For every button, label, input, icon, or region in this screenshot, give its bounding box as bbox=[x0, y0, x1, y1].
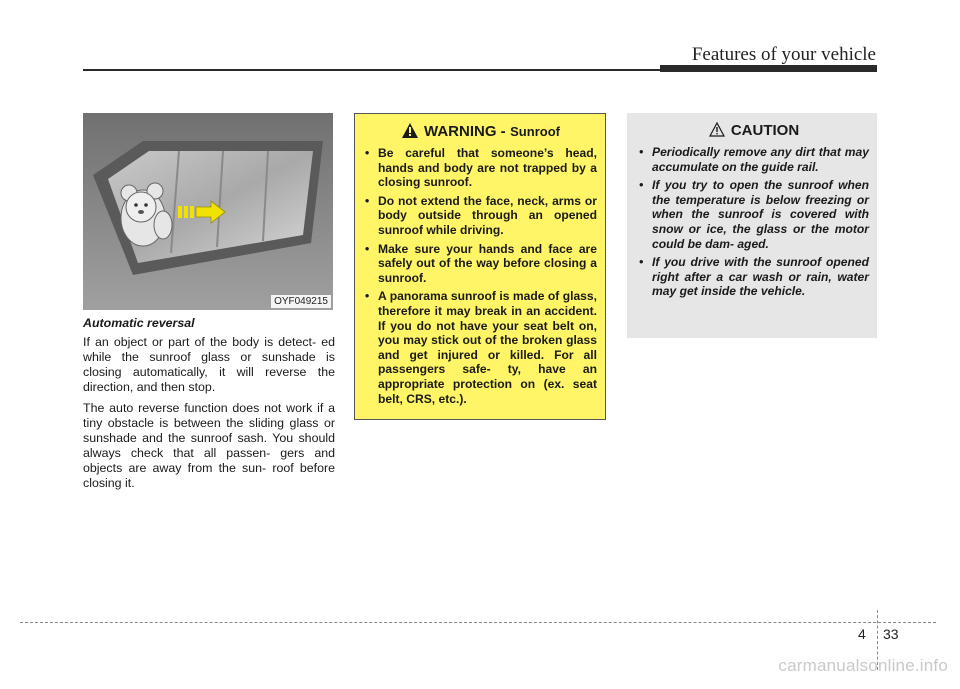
caution-box bbox=[627, 113, 877, 338]
chapter-number: 4 bbox=[858, 626, 866, 642]
figure-code: OYF049215 bbox=[271, 295, 331, 308]
subheading-automatic-reversal: Automatic reversal bbox=[83, 316, 195, 330]
header-rule-thin bbox=[83, 69, 660, 71]
sunroof-illustration bbox=[83, 113, 333, 310]
warning-box bbox=[354, 113, 606, 420]
footer-divider bbox=[20, 622, 936, 623]
paragraph-2: The auto reverse function does not work if a tiny obstacle is between the sliding glass or sunshade and the sunroof sash. You should always check that all passen- gers and objects are away from the sun- roof before closing it. bbox=[83, 401, 335, 490]
caution-triangle-icon bbox=[709, 122, 725, 137]
caution-title: CAUTION bbox=[639, 122, 869, 140]
section-title: Features of your vehicle bbox=[691, 44, 876, 65]
caution-item: • If you try to open the sunroof when the temperature is below freezing or when the sunroof is covered with snow or ice, the glass or the motor could be dam- aged. bbox=[639, 178, 869, 251]
watermark: carmanualsonline.info bbox=[778, 656, 948, 675]
warning-title: WARNING - Sunroof bbox=[365, 123, 597, 141]
caution-item: • If you drive with the sunroof opened right after a car wash or rain, water may get inside the vehicle. bbox=[639, 255, 869, 299]
warning-item: • Do not extend the face, neck, arms or body outside through an opened sunroof while driving. bbox=[365, 193, 597, 237]
paragraph-1: If an object or part of the body is detect- ed while the sunroof glass or sunshade is closing automatically, it will reverse the direction, and then stop. bbox=[83, 335, 335, 394]
warning-item: • Be careful that someone’s head, hands and body are not trapped by a closing sunroof. bbox=[365, 146, 597, 190]
warning-triangle-icon bbox=[402, 123, 418, 138]
left-column bbox=[83, 316, 335, 497]
header-rule-thick bbox=[660, 65, 877, 72]
caution-item: • Periodically remove any dirt that may accumulate on the guide rail. bbox=[639, 145, 869, 174]
page-number: 33 bbox=[883, 626, 899, 642]
warning-item: • A panorama sunroof is made of glass, therefore it may break in an accident. If you do not have your seat belt on, you may stick out of the broken glass and get injured or killed. For all passengers safe- ty, have an appropriate protection on (ex. seat belt, CRS, etc.). bbox=[365, 289, 597, 406]
warning-item: • Make sure your hands and face are safely out of the way before closing a sunroof. bbox=[365, 241, 597, 285]
sunroof-photo bbox=[83, 113, 333, 310]
